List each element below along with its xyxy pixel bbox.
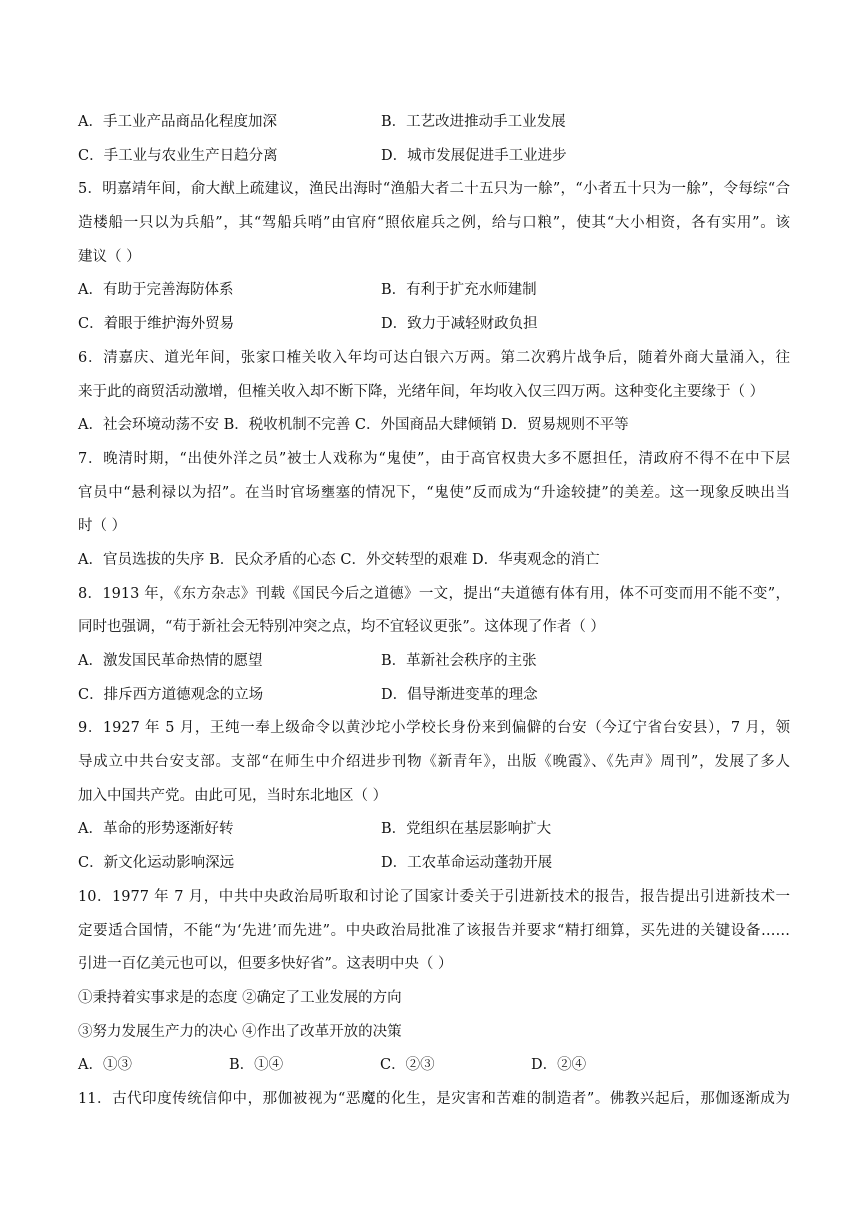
q8-option-d[interactable]: D．倡导渐进变革的理念 <box>381 686 538 703</box>
q8-option-a[interactable]: A．激发国民革命热情的愿望 <box>78 653 263 669</box>
q8-options-row-2 <box>78 679 790 713</box>
q4-option-c[interactable]: C．手工业与农业生产日趋分离 <box>78 147 278 164</box>
q5-option-d[interactable]: D．致力于减轻财政负担 <box>381 316 538 333</box>
q9-option-c[interactable]: C．新文化运动影响深远 <box>78 855 235 872</box>
q5-stem-line-1: 5．明嘉靖年间，俞大猷上疏建议，渔民出海时“渔船大者二十五只为一艅”，“小者五十只为一艅”，令每综“合 <box>78 181 790 198</box>
q10-option-c[interactable]: C．②③ <box>380 1057 435 1074</box>
q10-option-d[interactable]: D．②④ <box>531 1057 587 1074</box>
q10-statements-1: ①秉持着实事求是的态度 ②确定了工业发展的方向 <box>78 989 402 1006</box>
q9-stem-line-1: 9．1927 年 5 月，王纯一奉上级命令以黄沙坨小学校长身份来到偏僻的台安（今辽宁省台安县），7 月，领 <box>78 720 790 737</box>
q4-options-row-1 <box>78 106 790 140</box>
q10-stem-line-2: 定要适合国情，不能“为‘先进’而先进”。中央政治局批准了该报告并要求“精打细算，买先进的关键设备…… <box>78 922 790 939</box>
q5-options-row-2 <box>78 308 790 342</box>
q4-option-d[interactable]: D．城市发展促进手工业进步 <box>381 147 567 164</box>
q11-stem-line-1: 11．古代印度传统信仰中，那伽被视为“恶魔的化生，是灾害和苦难的制造者”。佛教兴起后，那伽逐渐成为 <box>78 1090 790 1107</box>
q9-option-b[interactable]: B．党组织在基层影响扩大 <box>381 821 552 838</box>
q9-option-a[interactable]: A．革命的形势逐渐好转 <box>78 821 234 838</box>
q9-option-d[interactable]: D．工农革命运动蓬勃开展 <box>381 855 553 872</box>
q5-option-a[interactable]: A．有助于完善海防体系 <box>78 282 234 299</box>
q5-option-c[interactable]: C．着眼于维护海外贸易 <box>78 316 235 333</box>
q10-option-a[interactable]: A．①③ <box>78 1057 132 1074</box>
q10-option-b[interactable]: B．①④ <box>229 1057 284 1074</box>
q8-option-b[interactable]: B．革新社会秩序的主张 <box>381 653 537 669</box>
q5-stem-line-2: 造楼船一只以为兵船”，其“驾船兵哨”由官府“照依雇兵之例，给与口粮”，使其“大小相资，各有实用”。该 <box>78 215 790 232</box>
q9-stem-line-2: 导成立中共台安支部。支部“在师生中介绍进步刊物《新青年》，出版《晚霞》、《先声》周刊”，发展了多人 <box>78 754 790 771</box>
q5-options-row-1 <box>78 274 790 308</box>
q4-options-row-2 <box>78 140 790 174</box>
q8-stem-line-1: 8．1913 年，《东方杂志》刊载《国民今后之道德》一文，提出“夫道德有体有用，体不可变而用不能不变”， <box>78 585 790 602</box>
q8-options-row-1 <box>78 645 790 679</box>
q8-option-c[interactable]: C．排斥西方道德观念的立场 <box>78 686 264 703</box>
q6-options[interactable]: A．社会环境动荡不安 B．税收机制不完善 C．外国商品大肆倾销 D．贸易规则不平等 <box>78 417 629 434</box>
q5-option-b[interactable]: B．有利于扩充水师建制 <box>381 282 537 299</box>
q9-options-row-2 <box>78 847 790 881</box>
q9-stem-line-3: 加入中国共产党。由此可见，当时东北地区（ ） <box>78 787 388 804</box>
q4-option-a[interactable]: A．手工业产品商品化程度加深 <box>78 114 277 130</box>
q10-options <box>78 1049 790 1083</box>
q4-option-b[interactable]: B．工艺改进推动手工业发展 <box>381 114 566 130</box>
q10-stem-line-1: 10．1977 年 7 月，中共中央政治局听取和讨论了国家计委关于引进新技术的报告，报告提出引进新技术一 <box>78 888 790 905</box>
q5-stem-line-3: 建议（ ） <box>78 248 141 265</box>
q9-options-row-1 <box>78 813 790 847</box>
q7-stem-line-1: 7．晚清时期，“出使外洋之员”被士人戏称为“鬼使”，由于高官权贵大多不愿担任，清政府不得不在中下层 <box>78 450 790 467</box>
q7-options[interactable]: A．官员选拔的失序 B．民众矛盾的心态 C．外交转型的艰难 D．华夷观念的消亡 <box>78 551 600 568</box>
q6-stem-line-1: 6．清嘉庆、道光年间，张家口榷关收入年均可达白银六万两。第二次鸦片战争后，随着外商大量涌入，往 <box>78 349 790 366</box>
q10-statements-2: ③努力发展生产力的决心 ④作出了改革开放的决策 <box>78 1023 402 1040</box>
q7-stem-line-3: 时（ ） <box>78 518 127 535</box>
q7-stem-line-2: 官员中“悬利禄以为招”。在当时官场壅塞的情况下，“鬼使”反而成为“升途较捷”的美差。这一现象反映出当 <box>78 484 790 501</box>
q8-stem-line-2: 同时也强调，“苟于新社会无特别冲突之点，均不宜轻议更张”。这体现了作者（ ） <box>78 619 605 636</box>
q10-stem-line-3: 引进一百亿美元也可以，但要多快好省”。这表明中央（ ） <box>78 956 453 973</box>
q6-stem-line-2: 来于此的商贸活动激增，但榷关收入却不断下降，光绪年间，年均收入仅三四万两。这种变化主要缘于（ ） <box>78 383 765 400</box>
exam-page <box>78 106 790 1117</box>
